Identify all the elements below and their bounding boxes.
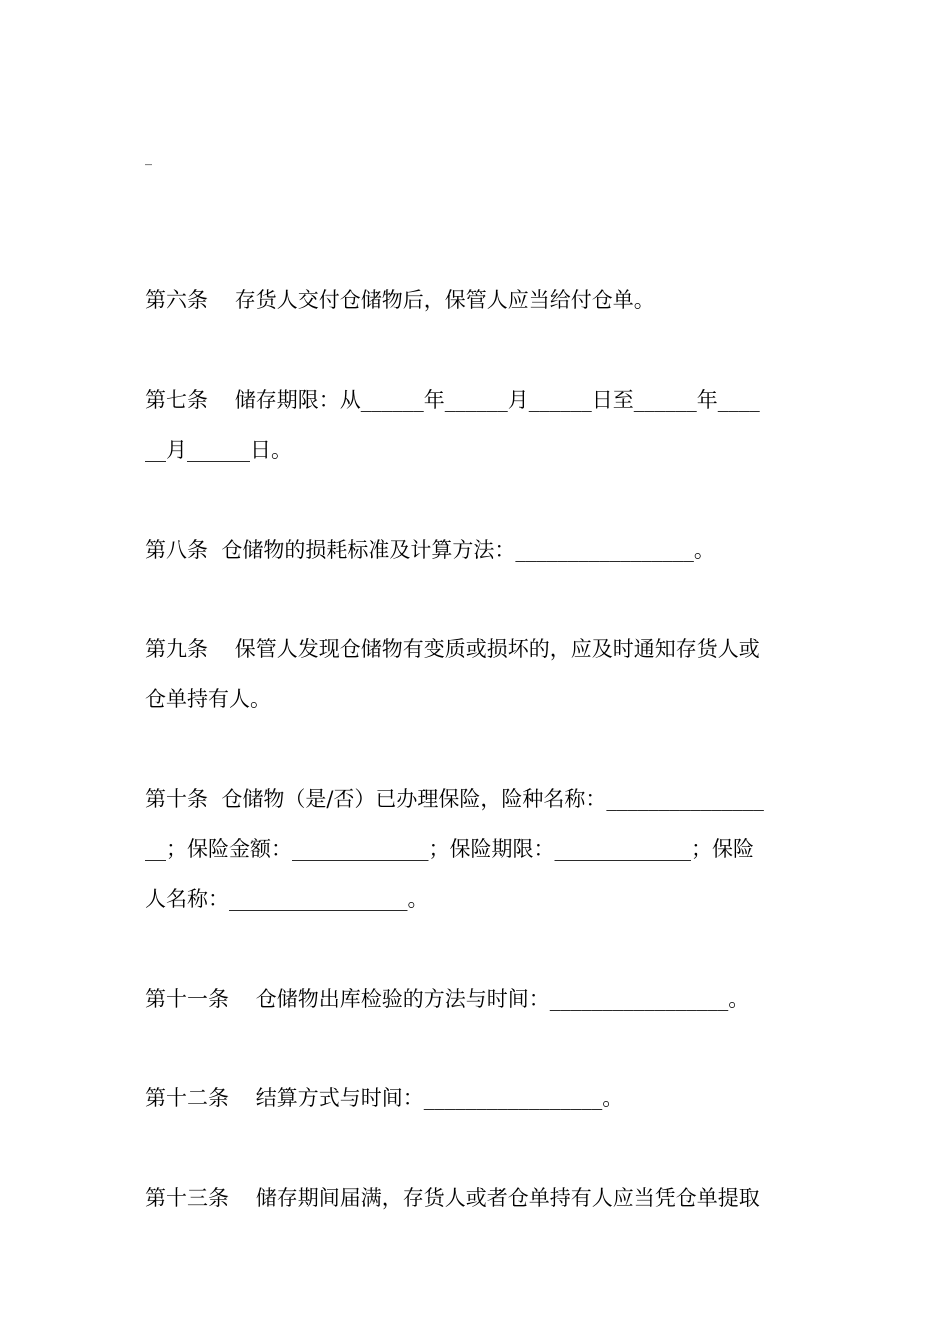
header-mark: _ (145, 150, 152, 166)
article-13-line-1: 第十三条 储存期间届满，存货人或者仓单持有人应当凭仓单提取 (145, 1186, 760, 1210)
article-11-line-1: 第十一条 仓储物出库检验的方法与时间：_________________。 (145, 987, 750, 1011)
article-6-line-1: 第六条 存货人交付仓储物后，保管人应当给付仓单。 (145, 288, 655, 312)
article-8-line-1: 第八条 仓储物的损耗标准及计算方法：_________________。 (145, 538, 715, 562)
article-10-line-3: 人名称：_________________。 (145, 887, 429, 911)
article-9-line-1: 第九条 保管人发现仓储物有变质或损坏的，应及时通知存货人或 (145, 637, 760, 661)
article-12-line-1: 第十二条 结算方式与时间：_________________。 (145, 1086, 624, 1110)
article-9-line-2: 仓单持有人。 (145, 687, 271, 711)
article-7-line-1: 第七条 储存期限：从______年______月______日至______年____ (145, 388, 760, 412)
article-7-line-2: __月______日。 (145, 438, 292, 462)
article-10-line-2: __；保险金额：_____________；保险期限：_____________；保险 (145, 837, 754, 861)
article-10-line-1: 第十条 仓储物（是/否）已办理保险，险种名称：_______________ (145, 787, 764, 811)
